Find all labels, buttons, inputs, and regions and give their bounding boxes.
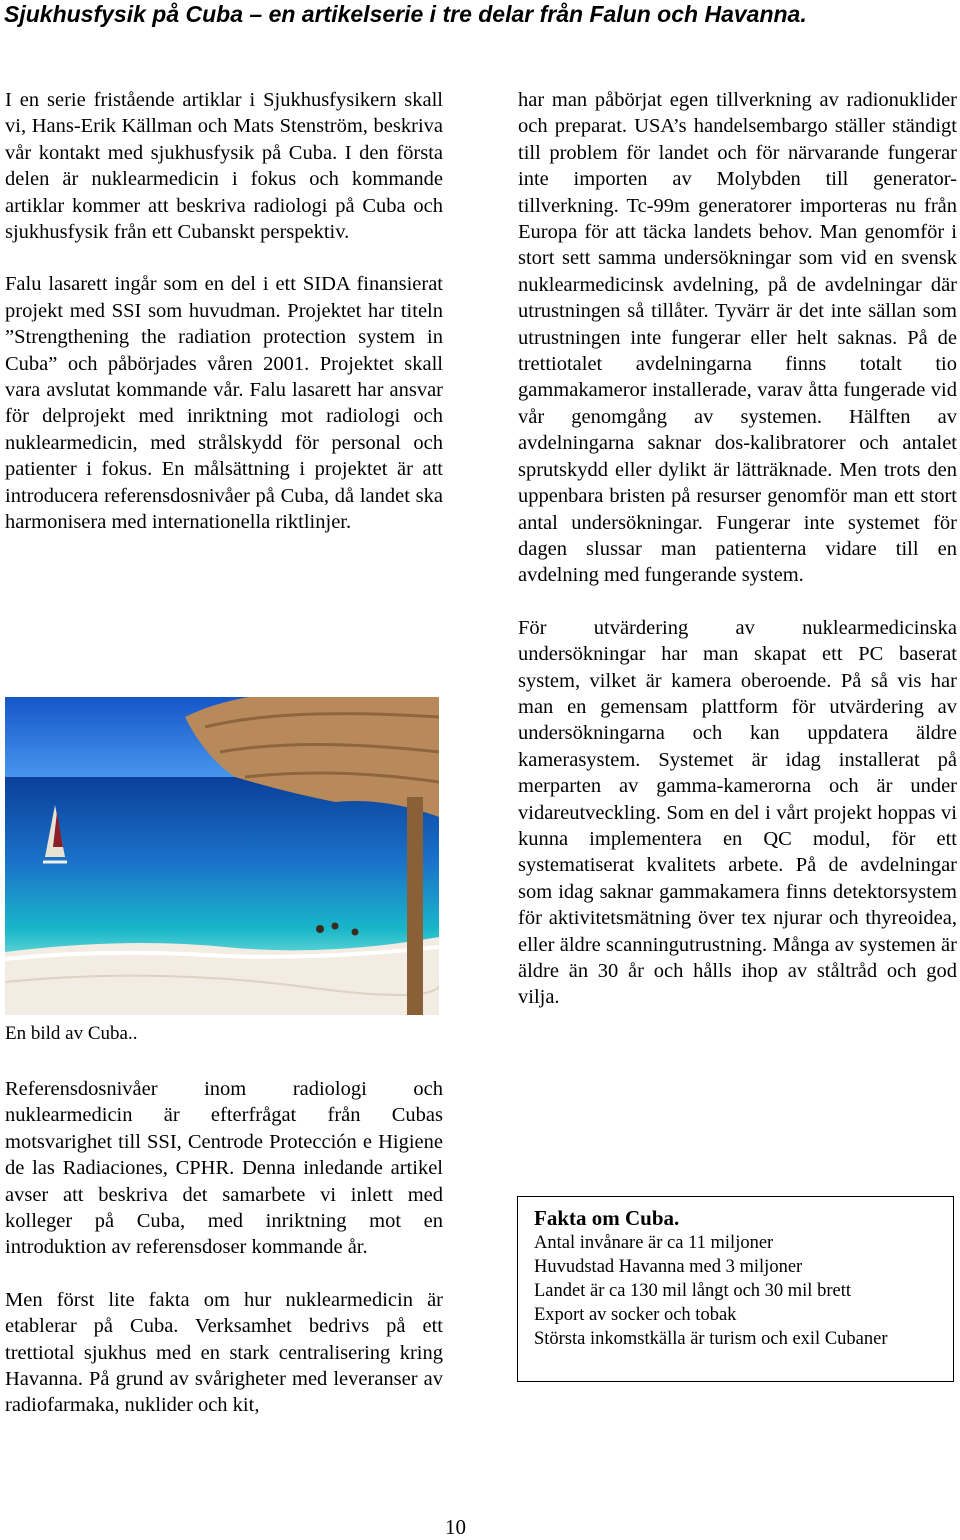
fact-line: Huvudstad Havanna med 3 miljoner: [534, 1257, 803, 1277]
left-column-top: [5, 87, 443, 536]
fact-line: Största inkomstkälla är turism och exil Cubaner: [534, 1329, 888, 1349]
page-number: 10: [445, 1515, 466, 1539]
cuba-beach-photo: [5, 697, 439, 1015]
production-paragraph: har man påbörjat egen tillverkning av radionuklider och preparat. USA’s handelsembargo ställer ständigt till problem för landet och för närvarande fungerar inte importen av Molybden till generator-tillverkning. Tc-99m generatorer importeras nu från Europa för att täcka landets behov. Man genomför i stort sett samma undersökningar som vid en svensk nuklearmedicinsk avdelning, på de avdelningar där utrustningen så tillåter. Tyvärr är det inte sällan som utrustningen inte fungerar eller helt saknas. På de trettiotalet avdelningarna finns totalt tio gammakameror installerade, varav åtta fungerade vid vår genomgång av systemen. Hälften av avdelningarna saknar dos-kalibratorer och antalet sprutskydd eller dylikt är lätträknade. Men trots den uppenbara bristen på resurser genomför man ett stort antal undersökningar. Fungerar inte systemet för dagen slussar man patienterna vidare till en avdelning med fungerande system.: [518, 89, 957, 587]
project-paragraph: Falu lasarett ingår som en del i ett SIDA finansierat projekt med SSI som huvudman. Projektet har titeln ”Strengthening the radiation protection system in Cuba” och påbörjades våren 2001. Projektet skall vara avslutat kommande vår. Falu lasarett har ansvar för delprojekt med inriktning mot radiologi och nuklearmedicin, med strålskydd för personal och patienter i fokus. En målsättning i projektet är att introducera referensdosnivåer på Cuba, då landet ska harmonisera med internationella riktlinjer.: [5, 273, 443, 534]
evaluation-paragraph: För utvärdering av nuklearmedicinska undersökningar har man skapat ett PC baserat system, vilket är kamera oberoende. På så vis har man en gemensam plattform för utvärdering av undersökningarna och kan uppdatera äldre kamerasystem. Systemet är idag installerat på merparten av gamma-kamerorna och är under vidareutveckling. Som en del i vårt projekt hoppas vi kunna implementera en QC modul, för ett systematiserat kvalitets arbete. På de avdelningar som idag saknar gammakamera finns detektorsystem för aktivitetsmätning över tex njurar och thyreoidea, eller äldre scanningutrustning. Många av systemen är äldre än 30 år och hålls ihop av ståltråd och god vilja.: [518, 616, 957, 1009]
intro-paragraph: I en serie fristående artiklar i Sjukhusfysikern skall vi, Hans-Erik Källman och Mats Stenström, beskriva vår kontakt med sjukhusfysik på Cuba. I den första delen är nuklearmedicin i fokus och kommande artiklar kommer att beskriva radiologi på Cuba och sjukhusfysik från ett Cubanskt perspektiv.: [5, 89, 443, 244]
photo-caption: En bild av Cuba..: [5, 1023, 138, 1044]
left-column-bottom: [5, 1076, 443, 1419]
fact-line: Antal invånare är ca 11 miljoner: [534, 1233, 774, 1253]
facts-intro-paragraph: Men först lite fakta om hur nuklearmedicin är etablerar på Cuba. Verksamhet bedrivs på ett trettiotal sjukhus med en stark centralisering kring Havanna. På grund av svårigheter med leveranser av radiofarmaka, nuklider och kit,: [5, 1288, 443, 1417]
fact-line: Export av socker och tobak: [534, 1305, 737, 1325]
facts-box: [517, 1196, 954, 1382]
fact-line: Landet är ca 130 mil långt och 30 mil brett: [534, 1281, 851, 1301]
reference-paragraph: Referensdosnivåer inom radiologi och nuklearmedicin är efterfrågat från Cubas motsvarighet till SSI, Centrode Protección e Higiene de las Radiaciones, CPHR. Denna inledande artikel avser att beskriva det samarbete vi inlett med kolleger på Cuba, med inriktning mot en introduktion av referensdoser kommande år.: [5, 1078, 443, 1259]
article-title: Sjukhusfysik på Cuba – en artikelserie i tre delar från Falun och Havanna.: [4, 1, 807, 27]
right-column: [518, 87, 957, 1011]
facts-heading: Fakta om Cuba.: [534, 1206, 680, 1230]
